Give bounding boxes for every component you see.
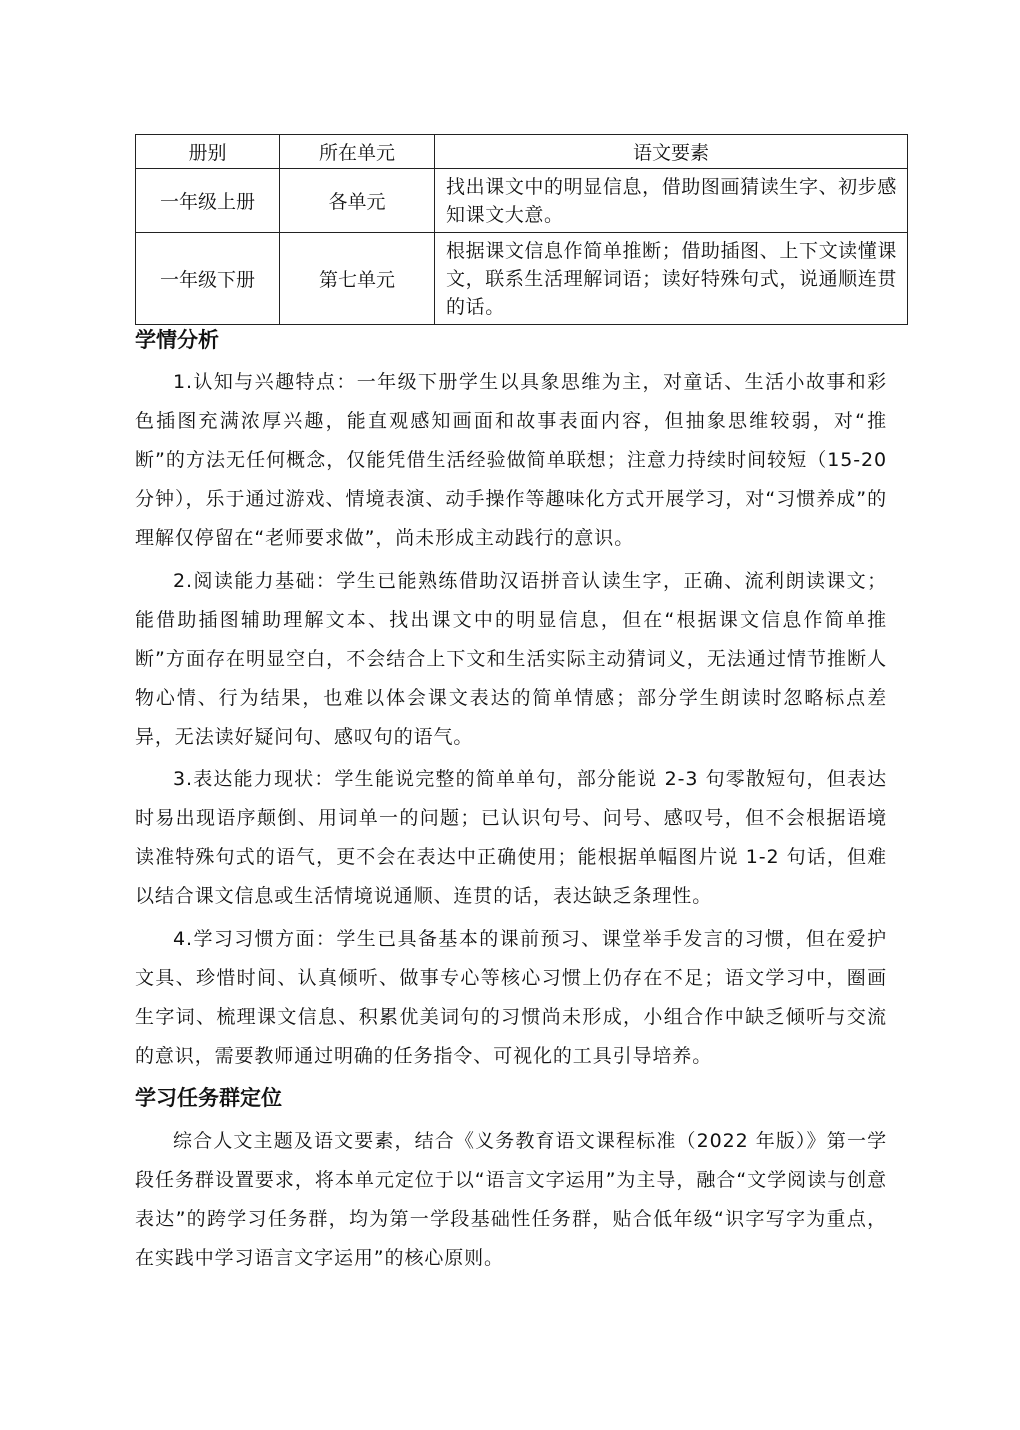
table-row <box>136 169 908 233</box>
section-heading-learner-analysis: 学情分析 <box>135 328 219 352</box>
paragraph-expression: 3.表达能力现状：学生能说完整的简单单句，部分能说 2-3 句零散短句，但表达时易出现语序颠倒、用词单一的问题；已认识句号、问号、感叹号，但不会根据语境读准特殊句式的语气，更不会在表达中正确使用；能根据单幅图片说 1-2 句话，但难以结合课文信息或生活情境说通顺、连贯的话，表达缺乏条理性。 <box>135 768 887 907</box>
paragraph-task-group: 综合人文主题及语文要素，结合《义务教育语文课程标准（2022 年版）》第一学段任务群设置要求，将本单元定位于以“语言文字运用”为主导，融合“文学阅读与创意表达”的跨学习任务群，均为第一学段基础性任务群，贴合低年级“识字写字为重点，在实践中学习语言文字运用”的核心原则。 <box>135 1130 887 1269</box>
section-heading-task-group: 学习任务群定位 <box>135 1086 282 1110</box>
table-header-row <box>136 135 908 169</box>
paragraph-reading: 2.阅读能力基础：学生已能熟练借助汉语拼音认读生字，正确、流利朗读课文；能借助插图辅助理解文本、找出课文中的明显信息，但在“根据课文信息作简单推断”方面存在明显空白，不会结合上下文和生活实际主动猜词义，无法通过情节推断人物心情、行为结果，也难以体会课文表达的简单情感；部分学生朗读时忽略标点差异，无法读好疑问句、感叹句的语气。 <box>135 570 887 748</box>
cell-elements: 根据课文信息作简单推断；借助插图、上下文读懂课文，联系生活理解词语；读好特殊句式，说通顺连贯的话。 <box>435 233 908 325</box>
cell-volume: 一年级下册 <box>136 233 280 325</box>
cell-unit: 各单元 <box>280 169 435 233</box>
cell-elements: 找出课文中的明显信息，借助图画猜读生字、初步感知课文大意。 <box>435 169 908 233</box>
header-unit: 所在单元 <box>280 135 435 169</box>
cell-unit: 第七单元 <box>280 233 435 325</box>
table-row <box>136 233 908 325</box>
paragraph-cognition: 1.认知与兴趣特点：一年级下册学生以具象思维为主，对童话、生活小故事和彩色插图充满浓厚兴趣，能直观感知画面和故事表面内容，但抽象思维较弱，对“推断”的方法无任何概念，仅能凭借生活经验做简单联想；注意力持续时间较短（15-20 分钟），乐于通过游戏、情境表演、动手操作等趣味化方式开展学习，对“习惯养成”的理解仅停留在“老师要求做”，尚未形成主动践行的意识。 <box>135 371 887 549</box>
header-elements: 语文要素 <box>435 135 908 169</box>
cell-volume: 一年级上册 <box>136 169 280 233</box>
header-volume: 册别 <box>136 135 280 169</box>
paragraph-habits: 4.学习习惯方面：学生已具备基本的课前预习、课堂举手发言的习惯，但在爱护文具、珍惜时间、认真倾听、做事专心等核心习惯上仍存在不足；语文学习中，圈画生字词、梳理课文信息、积累优美词句的习惯尚未形成，小组合作中缺乏倾听与交流的意识，需要教师通过明确的任务指令、可视化的工具引导培养。 <box>135 928 887 1067</box>
language-elements-table <box>135 134 908 325</box>
